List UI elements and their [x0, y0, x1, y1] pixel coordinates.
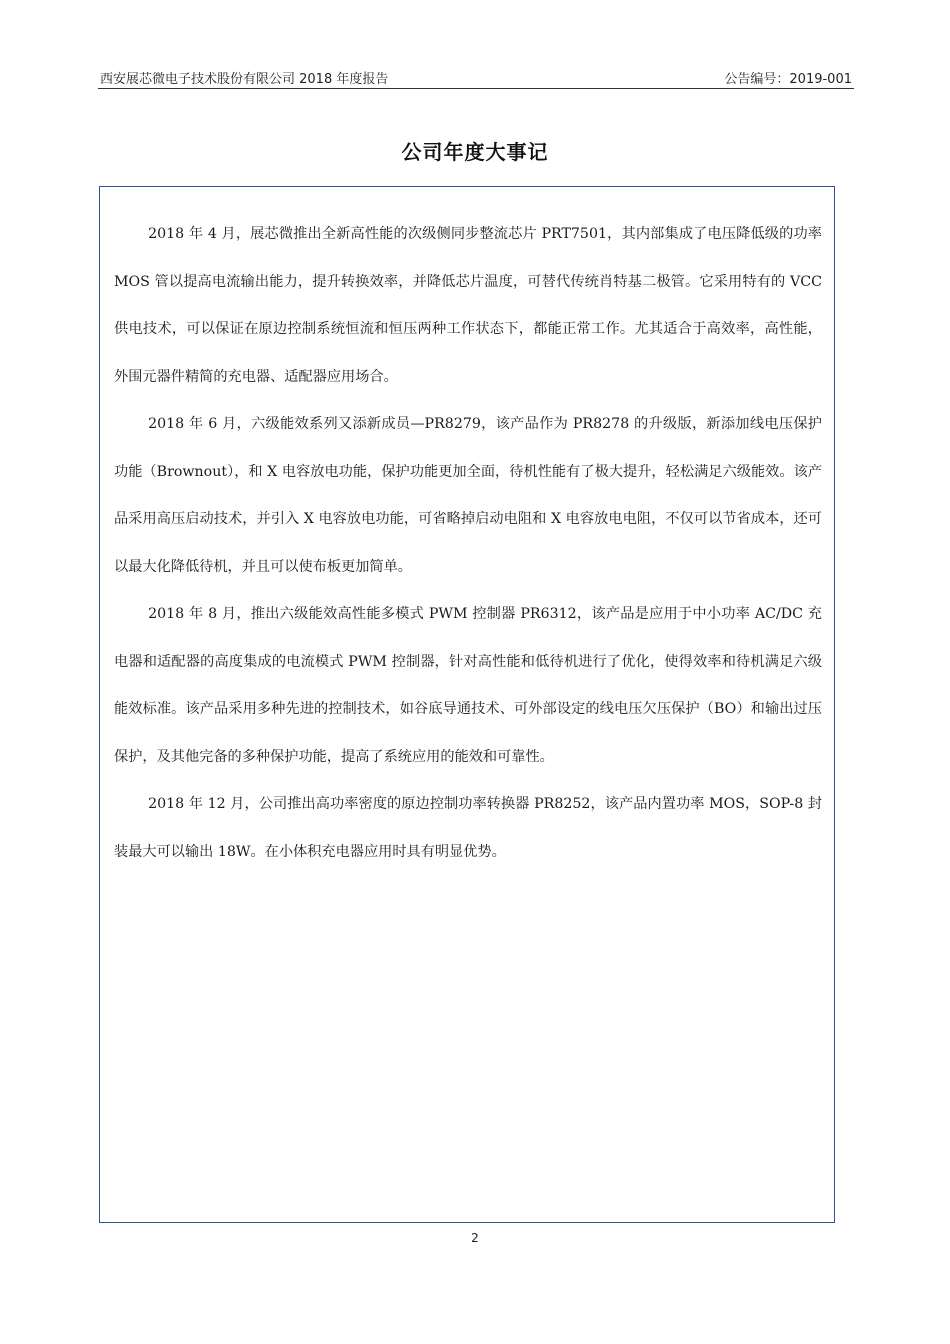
page-header [98, 66, 854, 89]
page-title: 公司年度大事记 [401, 140, 549, 164]
events-box [99, 186, 835, 1223]
header-announcement-number: 公告编号：2019-001 [724, 72, 852, 87]
event-paragraph-june: 2018 年 6 月，六级能效系列又添新成员—PR8279，该产品作为 PR8278 的升级版，新添加线电压保护功能（Brownout），和 X 电容放电功能，保护功能更加全面，待机性能有了极大提升，轻松满足六级能效。该产品采用高压启动技术，并引入 X 电容放电功能，可省略掉启动电阻和 X 电容放电电阻，不仅可以节省成本，还可以最大化降低待机，并且可以使布板更加简单。 [114, 416, 822, 575]
page-number: 2 [471, 1231, 479, 1245]
event-paragraph-august: 2018 年 8 月，推出六级能效高性能多模式 PWM 控制器 PR6312，该产品是应用于中小功率 AC/DC 充电器和适配器的高度集成的电流模式 PWM 控制器，针对高性能和低待机进行了优化，使得效率和待机满足六级能效标准。该产品采用多种先进的控制技术，如谷底导通技术、可外部设定的线电压欠压保护（BO）和输出过压保护，及其他完备的多种保护功能，提高了系统应用的能效和可靠性。 [114, 606, 822, 765]
header-company-report: 西安展芯微电子技术股份有限公司 2018 年度报告 [100, 72, 389, 87]
event-paragraph-december: 2018 年 12 月，公司推出高功率密度的原边控制功率转换器 PR8252，该产品内置功率 MOS，SOP-8 封装最大可以输出 18W。在小体积充电器应用时具有明显优势。 [114, 796, 822, 860]
event-paragraph-april: 2018 年 4 月，展芯微推出全新高性能的次级侧同步整流芯片 PRT7501，其内部集成了电压降低级的功率 MOS 管以提高电流输出能力，提升转换效率，并降低芯片温度，可替代传统肖特基二极管。它采用特有的 VCC 供电技术，可以保证在原边控制系统恒流和恒压两种工作状态下，都能正常工作。尤其适合于高效率，高性能，外围元器件精简的充电器、适配器应用场合。 [114, 226, 822, 385]
